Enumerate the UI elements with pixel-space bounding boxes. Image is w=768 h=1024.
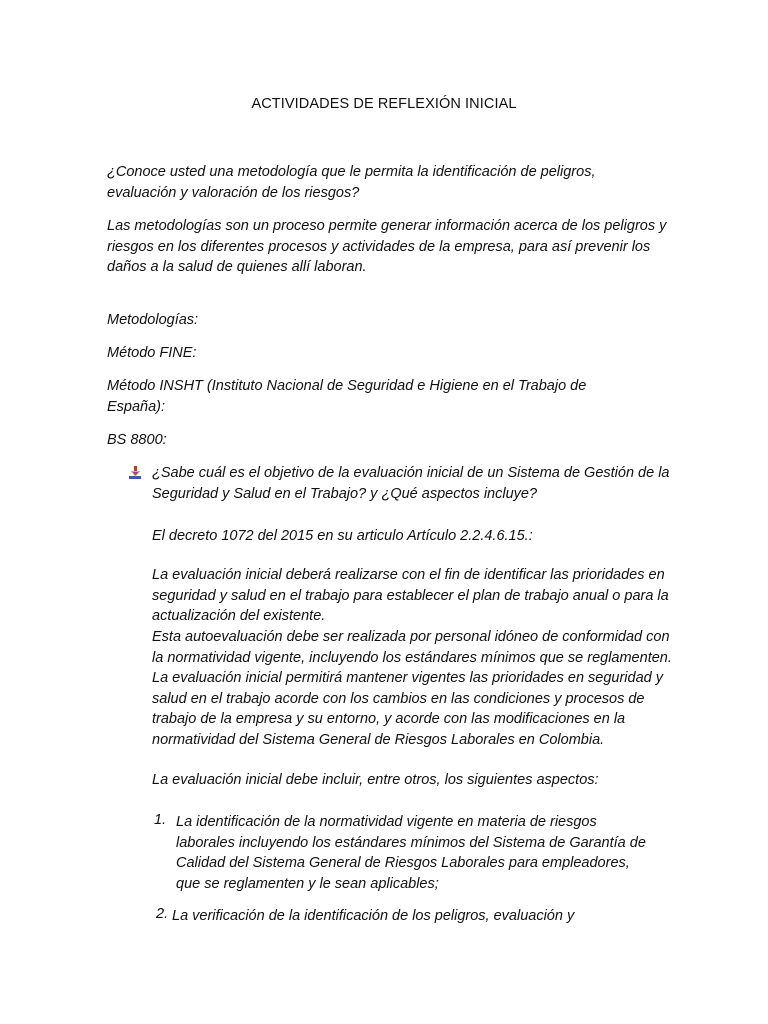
question-evaluation: ¿Sabe cuál es el objetivo de la evaluación inicial de un Sistema de Gestión de la Seguridad y Salud en el Trabajo? y ¿Qué aspectos incluye? xyxy=(152,465,670,502)
evaluation-paragraph-2: Esta autoevaluación debe ser realizada por personal idóneo de conformidad con la normatividad vigente, incluyendo los estándares mínimos que se reglamenten. La evaluación inicial permitirá mantener vigentes las prioridades en seguridad y salud en el trabajo acorde con los cambios en las condiciones y procesos de trabajo de la empresa y su entorno, y acorde con las modificaciones en la normatividad del Sistema General de Riesgos Laborales en Colombia. xyxy=(152,629,672,748)
method-bs: BS 8800: xyxy=(107,432,167,448)
answer-methodology: Las metodologías son un proceso permite generar información acerca de los peligros y riesgos en los diferentes procesos y actividades de la empresa, para así prevenir los daños a la salud de quienes allí laboran. xyxy=(107,218,667,275)
evaluation-paragraph-3: La evaluación inicial debe incluir, entre otros, los siguientes aspectos: xyxy=(152,772,599,788)
method-fine: Método FINE: xyxy=(107,345,197,361)
list-item-number: 2. xyxy=(156,906,169,922)
method-insht-line1: Método INSHT (Instituto Nacional de Seguridad e Higiene en el Trabajo de xyxy=(107,378,587,394)
list-item: La identificación de la normatividad vigente en materia de riesgos laborales incluyendo los estándares mínimos del Sistema de Garantía de Calidad del Sistema General de Riesgos Laborales para empleadores, que se reglamenten y le sean aplicables; xyxy=(176,814,646,892)
document-title: ACTIVIDADES DE REFLEXIÓN INICIAL xyxy=(251,96,517,112)
method-insht-line2: España): xyxy=(107,398,166,415)
evaluation-paragraph-1: La evaluación inicial deberá realizarse con el fin de identificar las prioridades en seguridad y salud en el trabajo para establecer el plan de trabajo anual o para la actualización del existente. xyxy=(152,567,669,624)
list-item-number: 1. xyxy=(154,812,167,828)
question-methodology: ¿Conoce usted una metodología que le permita la identificación de peligros, evaluación y valoración de los riesgos? xyxy=(107,164,596,201)
method-insht xyxy=(107,376,707,417)
arrow-bullet-icon xyxy=(129,466,143,480)
decree-reference: El decreto 1072 del 2015 en su articulo Artículo 2.2.4.6.15.: xyxy=(152,528,533,544)
methods-heading: Metodologías: xyxy=(107,312,199,328)
list-item: La verificación de la identificación de los peligros, evaluación y xyxy=(172,908,575,924)
